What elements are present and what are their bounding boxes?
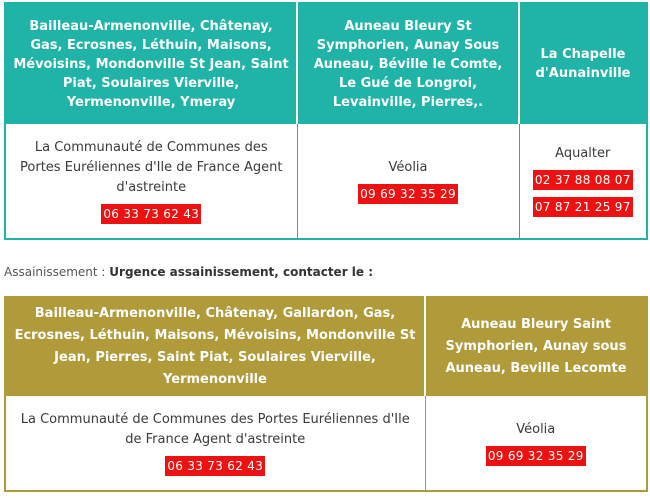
operator-name: La Communauté de Communes des Portes Euréliennes d'Ile de France Agent d'astreinte bbox=[20, 139, 283, 195]
phone-number[interactable]: 09 69 32 35 29 bbox=[358, 184, 458, 204]
contact-cell-veolia bbox=[425, 396, 647, 491]
header-cell-communes-group-3: La Chapelle d'Aunainville bbox=[519, 3, 647, 124]
contact-cell-aqualter bbox=[519, 124, 647, 239]
phone-number[interactable]: 09 69 32 35 29 bbox=[486, 446, 586, 466]
header-cell-communes-group-1: Bailleau-Armenonville, Châtenay, Gas, Ecrosnes, Léthuin, Maisons, Mévoisins, Mondonville St Jean, Saint Piat, Soulaires Vierville, Yermenonville, Ymeray bbox=[5, 3, 297, 124]
operator-name: Véolia bbox=[516, 421, 556, 437]
operator-name: Véolia bbox=[388, 159, 428, 175]
operator-name: La Communauté de Communes des Portes Euréliennes d'Ile de France Agent d'astreinte bbox=[20, 411, 410, 447]
water-emergency-table bbox=[4, 2, 648, 240]
header-cell-communes-group-1: Bailleau-Armenonville, Châtenay, Gallardon, Gas, Ecrosnes, Léthuin, Maisons, Mévoisins, Mondonville St Jean, Pierres, Saint Piat, Soulaires Vierville, Yermenonville bbox=[5, 297, 425, 396]
phone-number[interactable]: 06 33 73 62 43 bbox=[165, 456, 265, 476]
section-label-prefix: Assainissement : bbox=[4, 265, 110, 279]
operator-name: Aqualter bbox=[555, 146, 611, 161]
phone-number[interactable]: 06 33 73 62 43 bbox=[101, 204, 201, 224]
table-header-row bbox=[5, 3, 647, 124]
header-cell-communes-group-2: Auneau Bleury St Symphorien, Aunay Sous Auneau, Béville le Comte, Le Gué de Longroi, Levainville, Pierres,. bbox=[297, 3, 519, 124]
header-cell-communes-group-2: Auneau Bleury Saint Symphorien, Aunay sous Auneau, Beville Lecomte bbox=[425, 297, 647, 396]
table-header-row bbox=[5, 297, 647, 396]
contact-cell-ccpeif bbox=[5, 124, 297, 239]
table-body-row bbox=[5, 124, 647, 239]
phone-number[interactable]: 07 87 21 25 97 bbox=[533, 197, 633, 217]
table-body-row bbox=[5, 396, 647, 491]
section-label bbox=[4, 265, 373, 279]
section-label-text: Urgence assainissement, contacter le : bbox=[109, 265, 374, 279]
sanitation-emergency-table bbox=[4, 296, 648, 492]
contact-cell-ccpeif bbox=[5, 396, 425, 491]
contact-cell-veolia bbox=[297, 124, 519, 239]
phone-number[interactable]: 02 37 88 08 07 bbox=[533, 170, 633, 190]
